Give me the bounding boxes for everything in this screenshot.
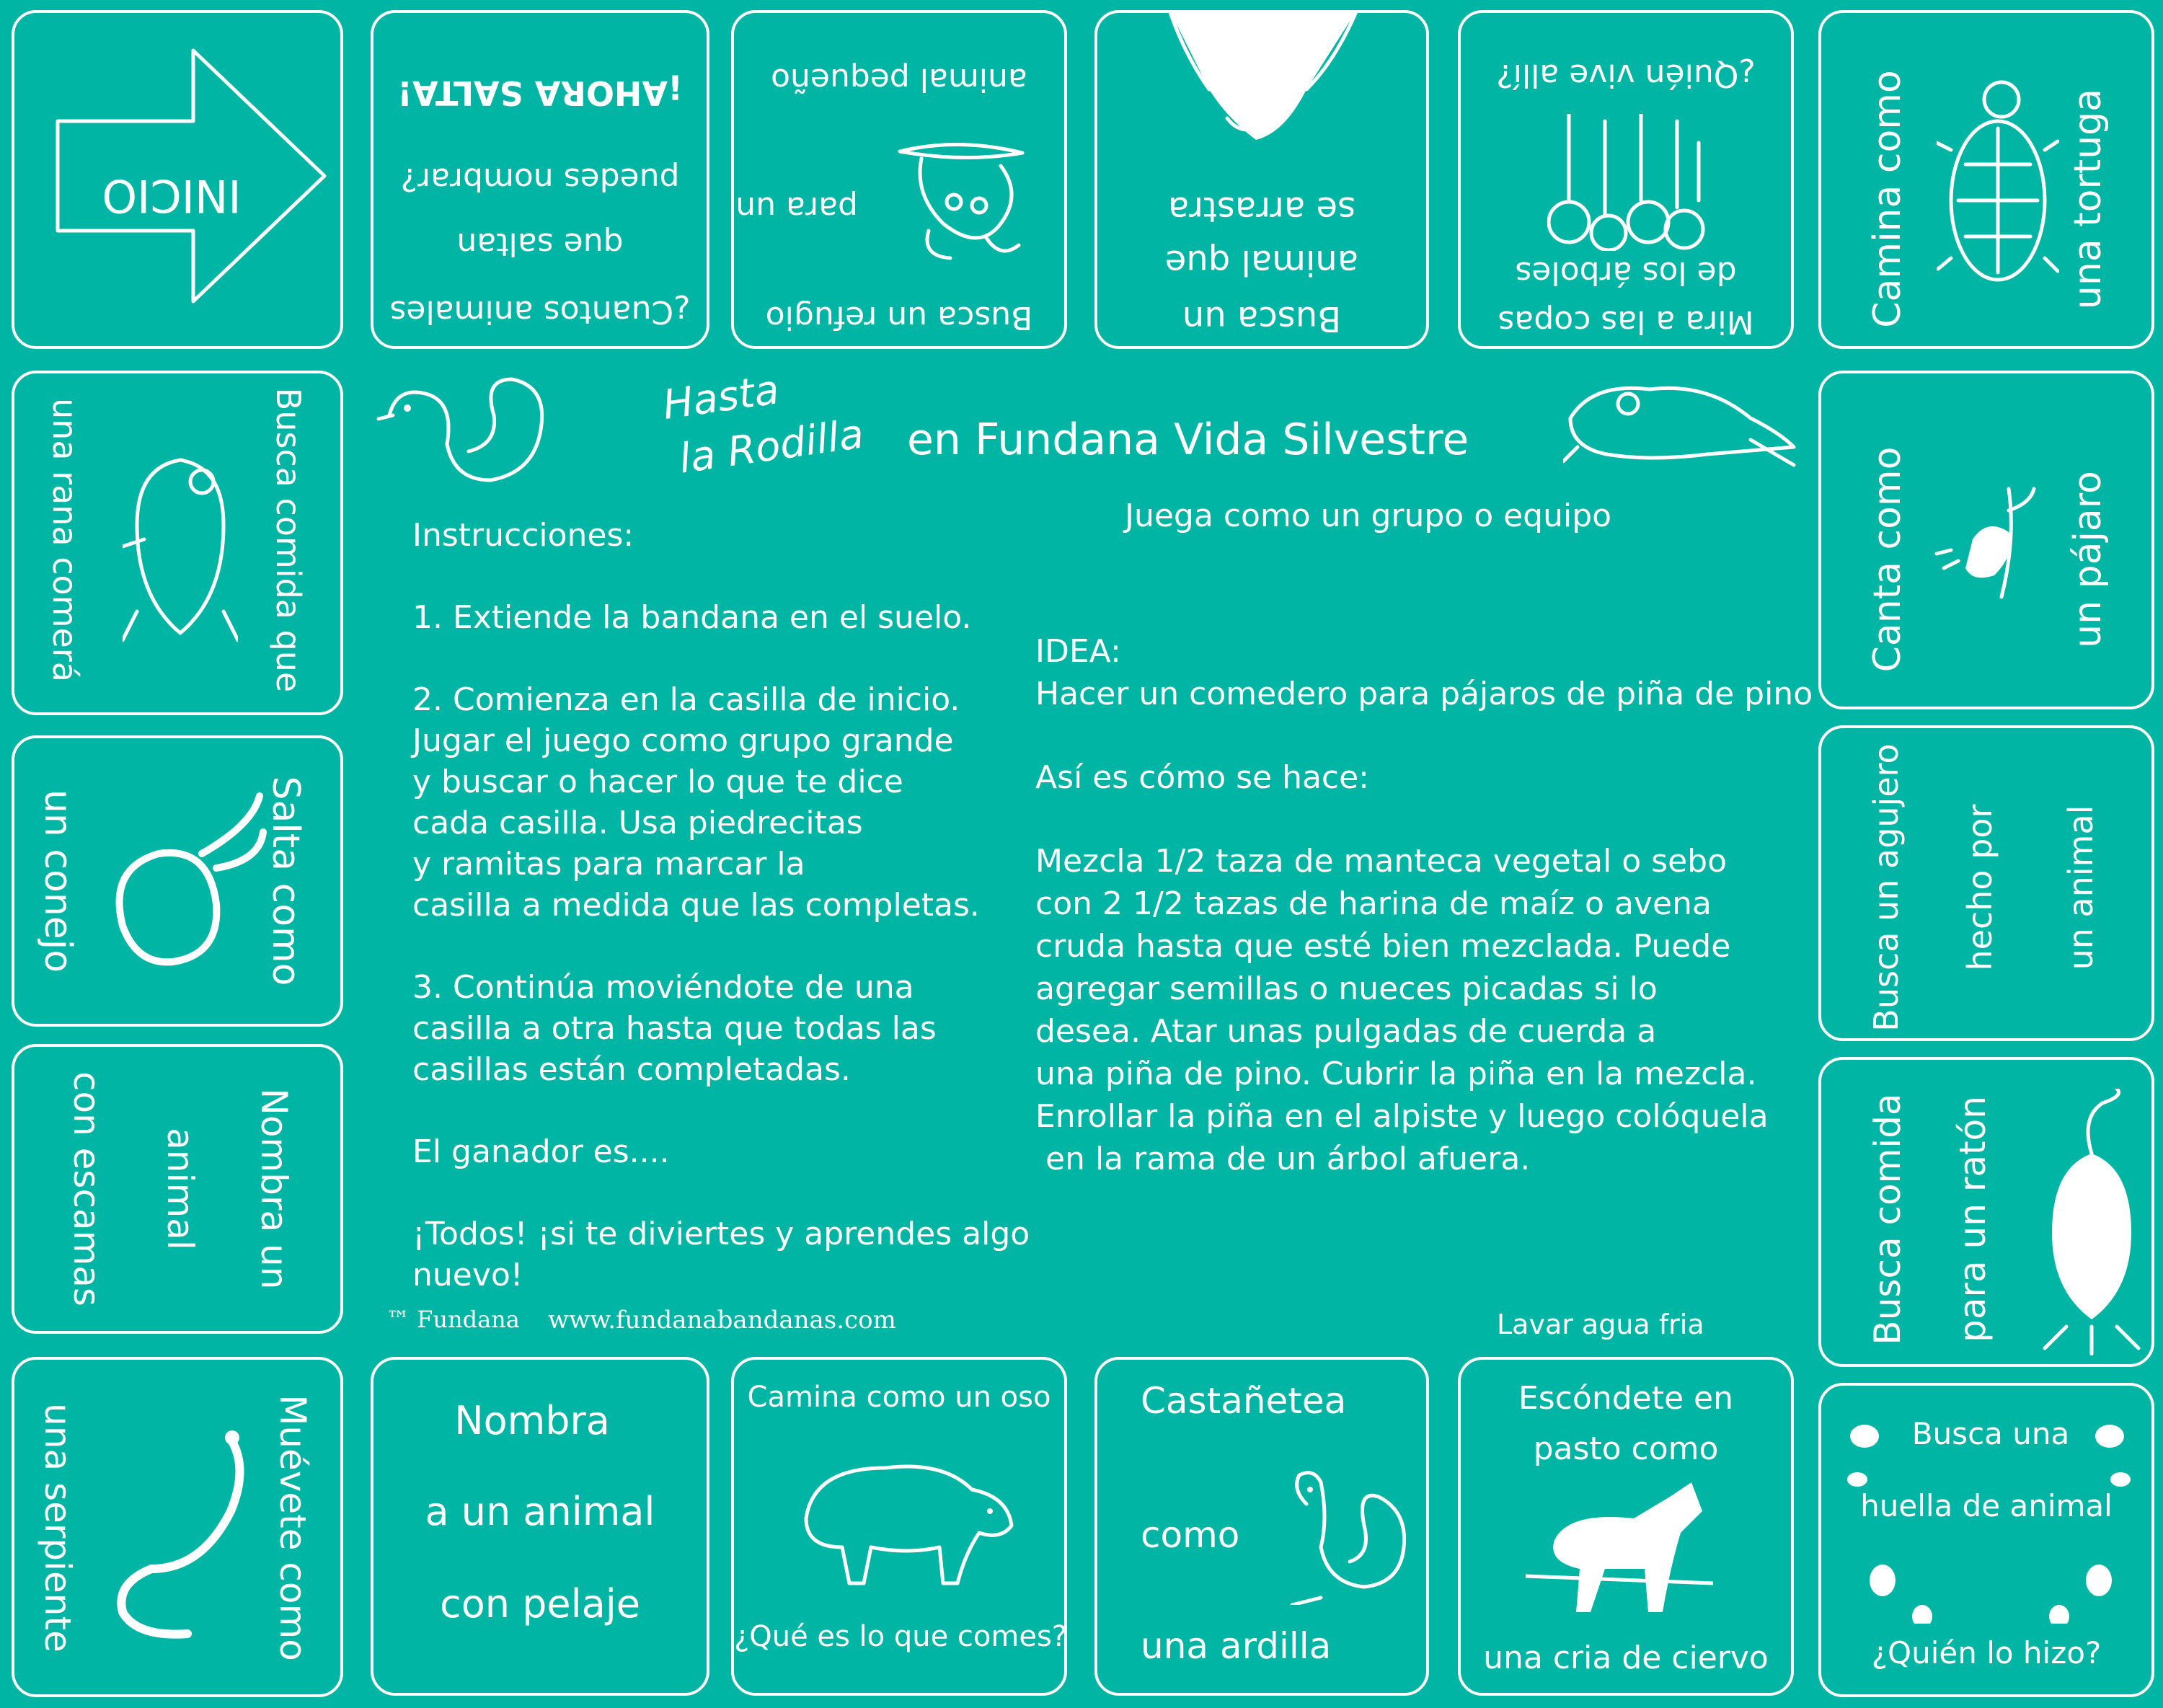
scales-line2: animal (159, 1128, 201, 1250)
scales-line1: Nombra un (253, 1088, 295, 1290)
square-snake[interactable] (12, 1357, 343, 1697)
square-fur[interactable] (371, 1357, 709, 1696)
instructions-step2-line: cada casilla. Usa piedrecitas (412, 805, 863, 841)
turtle-line2: una tortuga (2066, 88, 2110, 310)
square-crawl[interactable] (1094, 10, 1429, 349)
fawn-line1: Escóndete en (1518, 1380, 1733, 1417)
snake-line1: Muévete como (272, 1394, 314, 1661)
instructions-step3-line: casillas están completadas. (412, 1051, 851, 1088)
square-scales[interactable] (12, 1044, 343, 1334)
track-line3: ¿Quién lo hizo? (1871, 1635, 2102, 1671)
square-bear[interactable] (731, 1357, 1067, 1696)
bear-line2: ¿Qué es lo que comes? (734, 1620, 1068, 1653)
squirrel-line3: una ardilla (1141, 1625, 1332, 1667)
jump-line4: ¡AHORA SALTA! (397, 74, 684, 112)
square-hole[interactable] (1818, 725, 2154, 1041)
instructions-step2-line: y ramitas para marcar la (412, 846, 805, 882)
instructions-everyone (412, 1213, 1047, 1296)
rabbit-line2: un conejo (36, 789, 79, 973)
fur-line3: con pelaje (440, 1581, 640, 1627)
title-main: en Fundana Vida Silvestre (907, 415, 1469, 465)
idea-recipe-line: una piña de pino. Cubrir la piña en la mezcla. (1035, 1056, 1757, 1092)
turtle-icon (1937, 78, 2059, 316)
title-line1: Hasta (660, 366, 782, 429)
instructions-everyone-line: nuevo! (412, 1257, 523, 1293)
treetops-line1: Mira a las copas (1498, 304, 1754, 340)
trees-icon (1547, 114, 1713, 251)
idea-howto: Así es cómo se hace: (1035, 759, 1370, 796)
turtle-line1: Camina como (1866, 70, 1909, 328)
rabbit-line1: Salta como (264, 776, 307, 986)
jump-line1: ¿Cuantos animales (389, 293, 691, 330)
bear-icon (799, 1446, 1015, 1590)
instructions-step2-line: y buscar o hacer lo que te dice (412, 764, 903, 800)
instructions-step3-line: 3. Continúa moviéndote de una (412, 969, 914, 1006)
jump-line3: puedes nombrar? (400, 161, 680, 198)
snake-line2: una serpiente (37, 1403, 79, 1652)
bird-icon (1929, 482, 2038, 611)
square-bird[interactable] (1818, 371, 2154, 709)
squirrel-line2: como (1141, 1514, 1240, 1556)
squirrel-icon-header (375, 365, 562, 487)
pawprint-icon (1843, 1415, 2136, 1624)
track-line2: huella de animal (1860, 1488, 2113, 1523)
instructions-block (412, 515, 1047, 1296)
square-turtle[interactable] (1818, 10, 2154, 349)
idea-heading: IDEA: (1035, 633, 1121, 670)
instructions-step2-line: Jugar el juego como grupo grande (412, 722, 954, 759)
square-track[interactable] (1818, 1383, 2154, 1697)
track-line1: Busca una (1911, 1416, 2070, 1451)
rabbit-icon (94, 782, 267, 983)
instructions-step2 (412, 679, 1047, 926)
shelter-line3: animal pequeño (771, 61, 1027, 98)
square-shelter[interactable] (731, 10, 1067, 349)
instructions-step3-line: casilla a otra hasta que todas las (412, 1010, 937, 1047)
mushroom-animal-icon (878, 137, 1044, 267)
treetops-line2: de los árboles (1515, 255, 1737, 291)
frog-line2: una rana comerá (45, 398, 84, 682)
subtitle: Juega como un grupo o equipo (1125, 497, 1612, 534)
crawl-line3: se arrastra (1167, 189, 1356, 229)
footer-wash: Lavar agua fria (1497, 1309, 1704, 1340)
square-squirrel[interactable] (1094, 1357, 1429, 1696)
fawn-line3: una cria de ciervo (1483, 1640, 1769, 1676)
instructions-heading: Instrucciones: (412, 517, 634, 554)
idea-recipe-line: con 2 1/2 tazas de harina de maíz o avena (1035, 885, 1712, 922)
squirrel-icon (1278, 1461, 1415, 1605)
snake-icon (108, 1425, 252, 1641)
idea-recipe (1035, 840, 1814, 1180)
bird-line1: Canta como (1866, 446, 1909, 673)
idea-recipe-line: agregar semillas o nueces picadas si lo (1035, 970, 1658, 1007)
instructions-winner: El ganador es.... (412, 1133, 670, 1170)
squirrel-line1: Castañetea (1141, 1380, 1347, 1422)
fur-line1: Nombra (454, 1398, 610, 1443)
frog-icon-header (1563, 375, 1801, 469)
square-frog[interactable] (12, 371, 343, 715)
shelter-line1: Busca un refugio (765, 299, 1033, 336)
crawl-line2: animal que (1164, 242, 1359, 283)
square-start[interactable] (12, 10, 343, 349)
frog-icon (123, 453, 238, 647)
square-jump[interactable] (371, 10, 709, 349)
treetops-line3: ¿Quién vive allí? (1496, 57, 1756, 94)
idea-recipe-line: cruda hasta que esté bien mezclada. Puede (1035, 928, 1731, 965)
start-label: INICIO (102, 169, 242, 222)
mouse-line1: Busca comida (1867, 1093, 1908, 1345)
title-line2: la Rodilla (676, 410, 867, 483)
idea-block (1035, 630, 1814, 1180)
hole-line3: un animal (2061, 805, 2100, 970)
instructions-step2-line: 2. Comienza en la casilla de inicio. (412, 681, 960, 718)
jump-line2: que saltan (456, 226, 624, 262)
instructions-step3 (412, 967, 1047, 1090)
bandana-triangle-icon (1141, 10, 1383, 147)
idea-recipe-line: Mezcla 1/2 taza de manteca vegetal o sebo (1035, 843, 1727, 880)
idea-text: Hacer un comedero para pájaros de piña de pino (1035, 676, 1813, 712)
hole-line2: hecho por (1960, 804, 1999, 971)
idea-recipe-line: en la rama de un árbol afuera. (1035, 1141, 1531, 1177)
idea-recipe-line: desea. Atar unas pulgadas de cuerda a (1035, 1013, 1657, 1050)
fawn-line2: pasto como (1533, 1430, 1719, 1467)
instructions-step2-line: casilla a medida que las completas. (412, 887, 980, 924)
fur-line2: a un animal (425, 1489, 655, 1534)
mouse-icon (2038, 1089, 2146, 1355)
square-treetops[interactable] (1458, 10, 1794, 349)
footer-brand: ™ Fundana (386, 1306, 520, 1333)
footer-website[interactable]: www.fundanabandanas.com (548, 1306, 896, 1335)
idea-recipe-line: Enrollar la piña en el alpiste y luego colóquela (1035, 1098, 1769, 1135)
square-rabbit[interactable] (12, 735, 343, 1027)
bird-line2: un pájaro (2066, 471, 2110, 648)
instructions-everyone-line: ¡Todos! ¡si te diviertes y aprendes algo (412, 1216, 1030, 1252)
instructions-step1: 1. Extiende la bandana en el suelo. (412, 599, 972, 636)
square-fawn[interactable] (1458, 1357, 1794, 1696)
shelter-line2: para un (735, 190, 858, 226)
crawl-line1: Busca un (1182, 298, 1342, 339)
square-mouse[interactable] (1818, 1057, 2154, 1367)
fawn-icon (1526, 1468, 1713, 1619)
scales-line3: con escamas (66, 1071, 107, 1306)
hole-line1: Busca un agujero (1867, 743, 1906, 1032)
frog-line1: Busca comida que (269, 387, 308, 693)
bear-line1: Camina como un oso (747, 1381, 1051, 1414)
mouse-line2: para un ratón (1952, 1096, 1994, 1342)
